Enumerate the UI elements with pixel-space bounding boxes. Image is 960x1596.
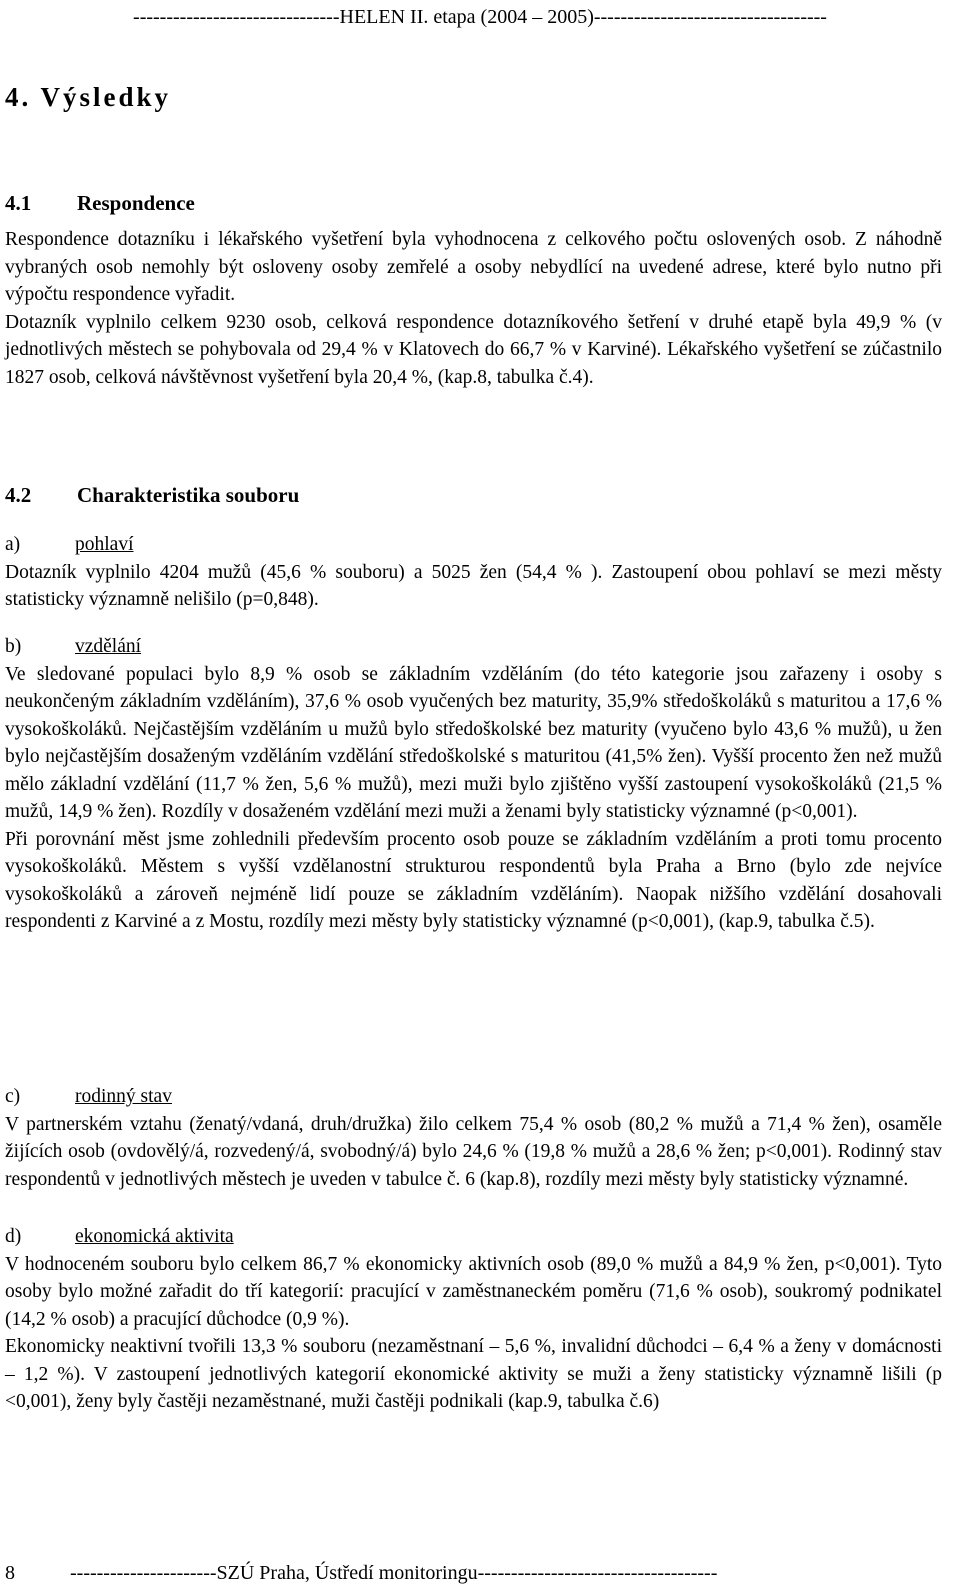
subsection-letter: d) [5,1226,22,1247]
section-number: 4.2 [5,483,32,507]
paragraph: Ekonomicky neaktivní tvořili 13,3 % souboru (nezaměstnaní – 5,6 %, invalidní důchodci – 6,4 % a ženy v domácnosti – 1,2 %). V zastoupení jednotlivých kategorií ekonomické aktivity se muži a ženy statisticky významně lišili (p <0,001), ženy byly častěji nezaměstnané, muži častěji podnikali (kap.9, tabulka č.6) [5,1336,942,1412]
footer-text: ----------------------SZÚ Praha, Ústředí monitoringu------------------------------------ [70,1562,718,1584]
subsection-letter: c) [5,1086,21,1107]
paragraph: Ve sledované populaci bylo 8,9 % osob se základním vzděláním (do této kategorie jsou zařazeny i osoby s neukončeným základním vzděláním), 37,6 % osob vyučených bez maturity, 35,9% středoškoláků s maturitou a 17,6 % vysokoškoláků. Nejčastějším vzděláním u mužů bylo středoškolské bez maturity (vyučeno bylo 43,6 % mužů), u žen bylo nejčastějším dosaženým vzděláním vzdělání středoškolské s maturitou (41,5% žen). Vyšší procento žen než mužů mělo základní vzdělání (11,7 % žen, 5,6 % mužů), mezi muži bylo zjištěno vyšší zastoupení vysokoškoláků (21,5 % mužů, 14,9 % žen). Rozdíly v dosaženém vzdělání mezi muži a ženami byly statisticky významné (p<0,001). [5,663,942,822]
page-header: -------------------------------HELEN II. etapa (2004 – 2005)----------------------------------- [133,6,827,28]
subsection-letter: a) [5,534,21,555]
subsection-ekonomicka-aktivita [5,1223,942,1416]
chapter-title: 4. Výsledky [5,82,172,112]
subsection-heading [5,1083,942,1111]
subsection-title: pohlaví [75,534,134,555]
subsection-heading [5,633,942,661]
section-heading-charakteristika [5,482,299,510]
section-respondence-body [5,226,942,391]
paragraph: Respondence dotazníku i lékařského vyšetření byla vyhodnocena z celkového počtu oslovených osob. Z náhodně vybraných osob nemohly být osloveny osoby zemřelé a osoby nebydlící na uvedené adrese, které bylo nutno při výpočtu respondence vyřadit. [5,229,942,305]
paragraph: Dotazník vyplnilo celkem 9230 osob, celková respondence dotazníkového šetření v druhé etapě byla 49,9 % (v jednotlivých městech se pohybovala od 29,4 % v Klatovech do 66,7 % v Karviné). Lékařského vyšetření se zúčastnilo 1827 osob, celková návštěvnost vyšetření byla 20,4 %, (kap.8, tabulka č.4). [5,311,942,388]
subsection-pohlavi [5,531,942,614]
subsection-vzdelani [5,633,942,936]
subsection-heading [5,1223,942,1251]
subsection-letter: b) [5,636,22,657]
section-heading-respondence [5,190,195,218]
subsection-title: ekonomická aktivita [75,1226,234,1247]
subsection-title: vzdělání [75,636,142,657]
page-footer [5,1560,942,1588]
subsection-heading [5,531,942,559]
section-number: 4.1 [5,191,32,215]
paragraph: V hodnoceném souboru bylo celkem 86,7 % ekonomicky aktivních osob (89,0 % mužů a 84,9 % žen, p<0,001). Tyto osoby bylo možné zařadit do tří kategorií: pracující v zaměstnaneckém poměru (71,6 % osob), soukromý podnikatel (14,2 % osob) a pracující důchodce (0,9 %). [5,1253,942,1330]
section-title: Respondence [77,191,195,215]
section-title: Charakteristika souboru [77,483,300,507]
page-number: 8 [5,1562,15,1584]
paragraph: V partnerském vztahu (ženatý/vdaná, druh/družka) žilo celkem 75,4 % osob (80,2 % mužů a 71,4 % žen), osaměle žijících osob (ovdovělý/á, rozvedený/á, svobodný/á) bylo 24,6 % (19,8 % mužů a 28,6 % žen; p<0,001). Rodinný stav respondentů v jednotlivých městech je uveden v tabulce č. 6 (kap.8), rozdíly mezi městy byly statisticky významné. [5,1113,942,1190]
subsection-rodinny-stav [5,1083,942,1193]
subsection-title: rodinný stav [75,1086,172,1107]
paragraph: Dotazník vyplnilo 4204 mužů (45,6 % souboru) a 5025 žen (54,4 % ). Zastoupení obou pohlaví se mezi městy statisticky významně nelišilo (p=0,848). [5,561,942,610]
paragraph: Při porovnání měst jsme zohlednili především procento osob pouze se základním vzděláním a proti tomu procento vysokoškoláků. Městem s vyšší vzdělanostní strukturou respondentů byla Praha a Brno (bylo zde nejvíce vysokoškoláků a zároveň nejméně lidí pouze se základním vzděláním). Naopak nižšího vzdělání dosahovali respondenti z Karviné a z Mostu, rozdíly mezi městy byly statisticky významné (p<0,001), (kap.9, tabulka č.5). [5,828,942,932]
